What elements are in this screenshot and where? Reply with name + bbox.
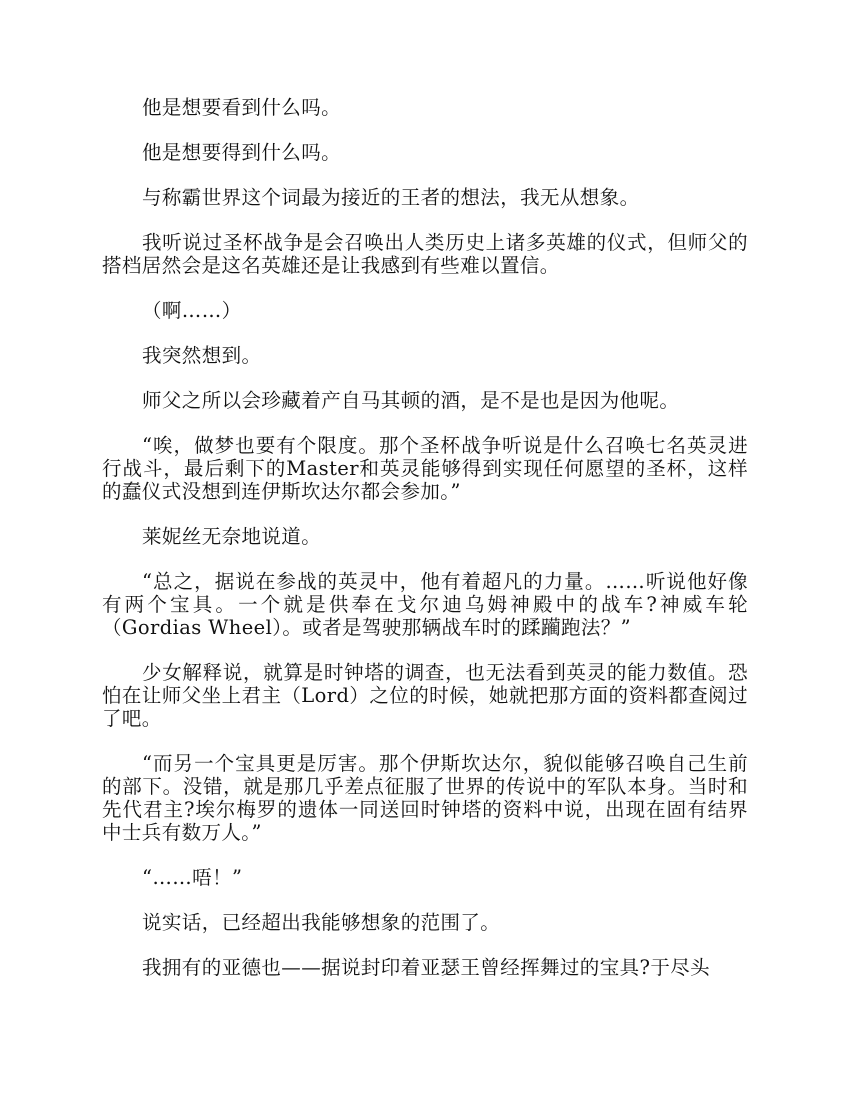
paragraph: “总之，据说在参战的英灵中，他有着超凡的力量。……听说他好像有两个宝具。一个就是供奉在戈尔迪乌姆神殿中的战车?神威车轮（Gordias Wheel）。或者是驾驶那辆战车时的蹂躏跑法？” bbox=[102, 570, 748, 639]
paragraph: 我拥有的亚德也——据说封印着亚瑟王曾经挥舞过的宝具?于尽头 bbox=[142, 956, 711, 979]
paragraph: 师父之所以会珍藏着产自马其顿的酒，是不是也是因为他呢。 bbox=[142, 389, 680, 412]
paragraph: 少女解释说，就算是时钟塔的调查，也无法看到英灵的能力数值。恐怕在让师父坐上君主（Lord）之位的时候，她就把那方面的资料都查阅过了吧。 bbox=[102, 661, 748, 730]
paragraph: “唉，做梦也要有个限度。那个圣杯战争听说是什么召唤七名英灵进行战斗，最后剩下的Master和英灵能够得到实现任何愿望的圣杯，这样的蠢仪式没想到连伊斯坎达尔都会参加。” bbox=[102, 434, 748, 503]
paragraph: 我突然想到。 bbox=[142, 344, 262, 367]
paragraph: 说实话，已经超出我能够想象的范围了。 bbox=[142, 911, 501, 934]
paragraph: “……唔！” bbox=[142, 866, 243, 889]
paragraph: 与称霸世界这个词最为接近的王者的想法，我无从想象。 bbox=[142, 186, 640, 209]
paragraph: 莱妮丝无奈地说道。 bbox=[142, 525, 322, 548]
paragraph: “而另一个宝具更是厉害。那个伊斯坎达尔，貌似能够召唤自己生前的部下。没错，就是那几乎差点征服了世界的传说中的军队本身。当时和先代君主?埃尔梅罗的遗体一同送回时钟塔的资料中说，出现在固有结界中士兵有数万人。” bbox=[102, 752, 748, 844]
paragraph: 他是想要看到什么吗。 bbox=[142, 96, 342, 119]
paragraph: 我听说过圣杯战争是会召唤出人类历史上诸多英雄的仪式，但师父的搭档居然会是这名英雄还是让我感到有些难以置信。 bbox=[102, 231, 748, 277]
paragraph: 他是想要得到什么吗。 bbox=[142, 141, 342, 164]
paragraph: （啊……） bbox=[142, 299, 242, 322]
document-body bbox=[102, 96, 748, 1001]
